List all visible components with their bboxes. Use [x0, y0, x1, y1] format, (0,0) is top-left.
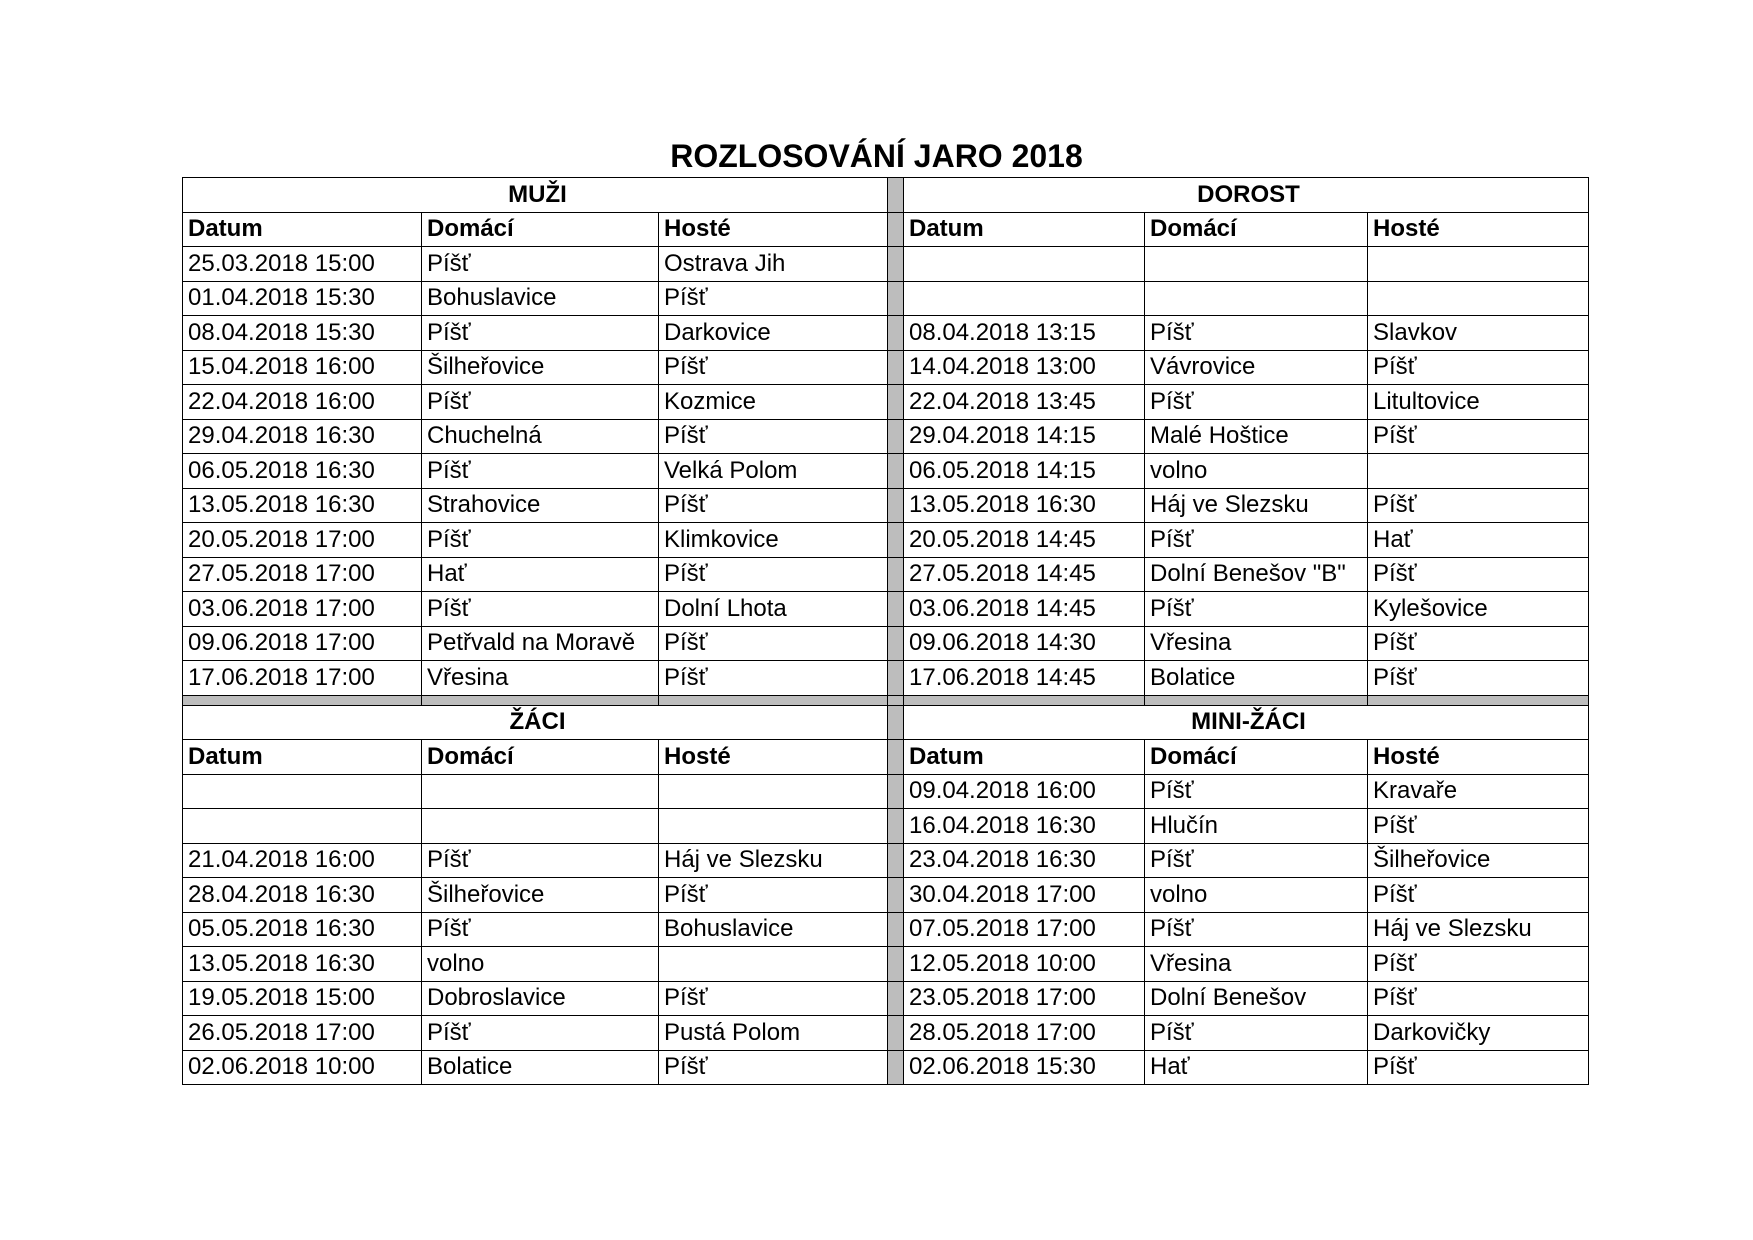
column-header-hoste: Hosté — [1368, 212, 1589, 247]
cell-date: 09.06.2018 14:30 — [904, 626, 1145, 661]
cell-home — [422, 774, 659, 809]
column-separator — [888, 454, 904, 489]
cell-away: Kozmice — [659, 385, 888, 420]
column-separator — [888, 419, 904, 454]
cell-away: Pustá Polom — [659, 1016, 888, 1051]
cell-date: 17.06.2018 14:45 — [904, 661, 1145, 696]
cell-home: Petřvald na Moravě — [422, 626, 659, 661]
separator-cell — [888, 695, 904, 705]
cell-date: 02.06.2018 15:30 — [904, 1050, 1145, 1085]
cell-date: 30.04.2018 17:00 — [904, 878, 1145, 913]
separator-cell — [904, 695, 1145, 705]
cell-date: 13.05.2018 16:30 — [183, 947, 422, 982]
cell-home: Šilheřovice — [422, 878, 659, 913]
cell-away: Píšť — [659, 350, 888, 385]
cell-date: 25.03.2018 15:00 — [183, 247, 422, 282]
cell-away: Píšť — [659, 878, 888, 913]
column-separator — [888, 1016, 904, 1051]
column-separator — [888, 178, 904, 213]
cell-date: 23.05.2018 17:00 — [904, 981, 1145, 1016]
section-separator-row — [183, 695, 1589, 705]
cell-date: 23.04.2018 16:30 — [904, 843, 1145, 878]
cell-home: Píšť — [422, 592, 659, 627]
cell-date: 01.04.2018 15:30 — [183, 281, 422, 316]
cell-away: Kylešovice — [1368, 592, 1589, 627]
cell-date: 26.05.2018 17:00 — [183, 1016, 422, 1051]
column-header-domaci: Domácí — [422, 740, 659, 775]
cell-away: Klimkovice — [659, 523, 888, 558]
section-title-muzi: MUŽI — [183, 178, 888, 213]
column-separator — [888, 385, 904, 420]
table-row — [183, 523, 1589, 558]
cell-away: Píšť — [659, 488, 888, 523]
cell-date: 21.04.2018 16:00 — [183, 843, 422, 878]
cell-date: 19.05.2018 15:00 — [183, 981, 422, 1016]
cell-date: 20.05.2018 14:45 — [904, 523, 1145, 558]
cell-away — [659, 809, 888, 844]
cell-away: Píšť — [1368, 557, 1589, 592]
cell-away — [1368, 247, 1589, 282]
cell-away: Háj ve Slezsku — [659, 843, 888, 878]
cell-home: Strahovice — [422, 488, 659, 523]
cell-home: Malé Hoštice — [1145, 419, 1368, 454]
cell-home: Dobroslavice — [422, 981, 659, 1016]
cell-date: 28.05.2018 17:00 — [904, 1016, 1145, 1051]
table-row — [183, 1050, 1589, 1085]
cell-home: Píšť — [422, 385, 659, 420]
separator-cell — [1145, 695, 1368, 705]
cell-home: Píšť — [422, 247, 659, 282]
cell-away: Hať — [1368, 523, 1589, 558]
cell-date: 14.04.2018 13:00 — [904, 350, 1145, 385]
cell-date: 20.05.2018 17:00 — [183, 523, 422, 558]
column-header-domaci: Domácí — [1145, 212, 1368, 247]
cell-date: 07.05.2018 17:00 — [904, 912, 1145, 947]
cell-date: 16.04.2018 16:30 — [904, 809, 1145, 844]
cell-date: 02.06.2018 10:00 — [183, 1050, 422, 1085]
cell-home: Bolatice — [422, 1050, 659, 1085]
cell-away: Píšť — [1368, 947, 1589, 982]
column-separator — [888, 705, 904, 740]
table-row — [183, 661, 1589, 696]
cell-date — [183, 774, 422, 809]
table-row — [183, 247, 1589, 282]
cell-home: Píšť — [1145, 316, 1368, 351]
cell-away: Velká Polom — [659, 454, 888, 489]
column-separator — [888, 661, 904, 696]
table-row — [183, 843, 1589, 878]
separator-cell — [183, 695, 422, 705]
section-title-dorost: DOROST — [904, 178, 1589, 213]
cell-date — [904, 247, 1145, 282]
cell-home: Píšť — [422, 843, 659, 878]
cell-home: Píšť — [422, 523, 659, 558]
column-header-domaci: Domácí — [1145, 740, 1368, 775]
cell-away: Píšť — [659, 661, 888, 696]
table-row — [183, 878, 1589, 913]
separator-cell — [1368, 695, 1589, 705]
column-separator — [888, 809, 904, 844]
cell-home: Píšť — [422, 316, 659, 351]
column-header-domaci: Domácí — [422, 212, 659, 247]
cell-away: Dolní Lhota — [659, 592, 888, 627]
table-row — [183, 809, 1589, 844]
column-separator — [888, 316, 904, 351]
column-separator — [888, 912, 904, 947]
cell-home: Hať — [422, 557, 659, 592]
cell-away: Píšť — [1368, 488, 1589, 523]
table-row — [183, 912, 1589, 947]
cell-date: 29.04.2018 16:30 — [183, 419, 422, 454]
column-header-datum: Datum — [183, 212, 422, 247]
cell-date: 27.05.2018 17:00 — [183, 557, 422, 592]
cell-away: Šilheřovice — [1368, 843, 1589, 878]
column-header-datum: Datum — [904, 212, 1145, 247]
section-title-mini-zaci: MINI-ŽÁCI — [904, 705, 1589, 740]
section-title-zaci: ŽÁCI — [183, 705, 888, 740]
cell-away — [659, 947, 888, 982]
cell-away: Darkovičky — [1368, 1016, 1589, 1051]
cell-home: Vřesina — [1145, 626, 1368, 661]
column-separator — [888, 281, 904, 316]
cell-home: Píšť — [1145, 774, 1368, 809]
table-row — [183, 981, 1589, 1016]
cell-date: 03.06.2018 17:00 — [183, 592, 422, 627]
column-separator — [888, 212, 904, 247]
cell-away: Bohuslavice — [659, 912, 888, 947]
cell-away — [1368, 454, 1589, 489]
table-row — [183, 419, 1589, 454]
cell-home — [422, 809, 659, 844]
column-header-hoste: Hosté — [659, 740, 888, 775]
table-row — [183, 1016, 1589, 1051]
column-header-hoste: Hosté — [1368, 740, 1589, 775]
cell-home: volno — [1145, 878, 1368, 913]
cell-away: Píšť — [659, 981, 888, 1016]
cell-away — [1368, 281, 1589, 316]
column-separator — [888, 1050, 904, 1085]
cell-home: Píšť — [1145, 1016, 1368, 1051]
cell-away: Píšť — [659, 626, 888, 661]
column-header-datum: Datum — [904, 740, 1145, 775]
column-header-hoste: Hosté — [659, 212, 888, 247]
cell-date: 05.05.2018 16:30 — [183, 912, 422, 947]
cell-date: 06.05.2018 14:15 — [904, 454, 1145, 489]
table-row — [183, 947, 1589, 982]
cell-home — [1145, 247, 1368, 282]
cell-home: Hlučín — [1145, 809, 1368, 844]
cell-date: 13.05.2018 16:30 — [904, 488, 1145, 523]
cell-home: Dolní Benešov — [1145, 981, 1368, 1016]
page-title: ROZLOSOVÁNÍ JARO 2018 — [670, 138, 1083, 174]
table-row — [183, 488, 1589, 523]
table-row — [183, 774, 1589, 809]
column-header-row — [183, 740, 1589, 775]
cell-date: 06.05.2018 16:30 — [183, 454, 422, 489]
cell-home: Píšť — [1145, 385, 1368, 420]
cell-home: Vřesina — [422, 661, 659, 696]
cell-away: Píšť — [659, 1050, 888, 1085]
cell-home: Píšť — [1145, 843, 1368, 878]
column-separator — [888, 488, 904, 523]
table-row — [183, 385, 1589, 420]
cell-home: Píšť — [422, 454, 659, 489]
cell-home: Háj ve Slezsku — [1145, 488, 1368, 523]
column-separator — [888, 843, 904, 878]
cell-away: Píšť — [659, 419, 888, 454]
cell-home: volno — [1145, 454, 1368, 489]
cell-away: Píšť — [1368, 878, 1589, 913]
cell-date — [904, 281, 1145, 316]
cell-date: 29.04.2018 14:15 — [904, 419, 1145, 454]
cell-away: Slavkov — [1368, 316, 1589, 351]
column-separator — [888, 626, 904, 661]
cell-home: Vávrovice — [1145, 350, 1368, 385]
cell-home: Chuchelná — [422, 419, 659, 454]
column-separator — [888, 774, 904, 809]
cell-home: Píšť — [1145, 912, 1368, 947]
section-title-row — [183, 705, 1589, 740]
cell-home: Píšť — [1145, 523, 1368, 558]
column-separator — [888, 350, 904, 385]
cell-date — [183, 809, 422, 844]
table-row — [183, 316, 1589, 351]
cell-away: Píšť — [1368, 1050, 1589, 1085]
cell-away: Litultovice — [1368, 385, 1589, 420]
cell-home: Píšť — [422, 912, 659, 947]
cell-date: 08.04.2018 15:30 — [183, 316, 422, 351]
cell-home: Píšť — [1145, 592, 1368, 627]
cell-date: 09.04.2018 16:00 — [904, 774, 1145, 809]
table-row — [183, 350, 1589, 385]
cell-home: volno — [422, 947, 659, 982]
cell-date: 22.04.2018 13:45 — [904, 385, 1145, 420]
cell-away: Píšť — [659, 281, 888, 316]
column-separator — [888, 592, 904, 627]
cell-away: Kravaře — [1368, 774, 1589, 809]
cell-away — [659, 774, 888, 809]
cell-away: Píšť — [1368, 350, 1589, 385]
cell-home: Píšť — [422, 1016, 659, 1051]
table-row — [183, 281, 1589, 316]
cell-away: Píšť — [1368, 981, 1589, 1016]
section-title-row — [183, 178, 1589, 213]
separator-cell — [659, 695, 888, 705]
cell-date: 08.04.2018 13:15 — [904, 316, 1145, 351]
cell-date: 15.04.2018 16:00 — [183, 350, 422, 385]
cell-date: 12.05.2018 10:00 — [904, 947, 1145, 982]
cell-home: Bolatice — [1145, 661, 1368, 696]
cell-home: Vřesina — [1145, 947, 1368, 982]
cell-away: Píšť — [659, 557, 888, 592]
cell-away: Darkovice — [659, 316, 888, 351]
table-row — [183, 454, 1589, 489]
cell-away: Píšť — [1368, 626, 1589, 661]
cell-date: 22.04.2018 16:00 — [183, 385, 422, 420]
cell-home: Bohuslavice — [422, 281, 659, 316]
cell-date: 27.05.2018 14:45 — [904, 557, 1145, 592]
column-separator — [888, 523, 904, 558]
cell-home: Dolní Benešov "B" — [1145, 557, 1368, 592]
cell-date: 28.04.2018 16:30 — [183, 878, 422, 913]
cell-date: 09.06.2018 17:00 — [183, 626, 422, 661]
schedule-table — [182, 177, 1589, 1085]
cell-home — [1145, 281, 1368, 316]
cell-away: Háj ve Slezsku — [1368, 912, 1589, 947]
column-separator — [888, 247, 904, 282]
column-header-datum: Datum — [183, 740, 422, 775]
table-row — [183, 626, 1589, 661]
cell-home: Šilheřovice — [422, 350, 659, 385]
cell-away: Ostrava Jih — [659, 247, 888, 282]
table-row — [183, 557, 1589, 592]
cell-date: 13.05.2018 16:30 — [183, 488, 422, 523]
cell-away: Píšť — [1368, 419, 1589, 454]
column-separator — [888, 981, 904, 1016]
column-separator — [888, 947, 904, 982]
column-separator — [888, 740, 904, 775]
cell-date: 03.06.2018 14:45 — [904, 592, 1145, 627]
column-separator — [888, 557, 904, 592]
cell-away: Píšť — [1368, 661, 1589, 696]
cell-date: 17.06.2018 17:00 — [183, 661, 422, 696]
separator-cell — [422, 695, 659, 705]
column-header-row — [183, 212, 1589, 247]
cell-away: Píšť — [1368, 809, 1589, 844]
cell-home: Hať — [1145, 1050, 1368, 1085]
table-row — [183, 592, 1589, 627]
column-separator — [888, 878, 904, 913]
